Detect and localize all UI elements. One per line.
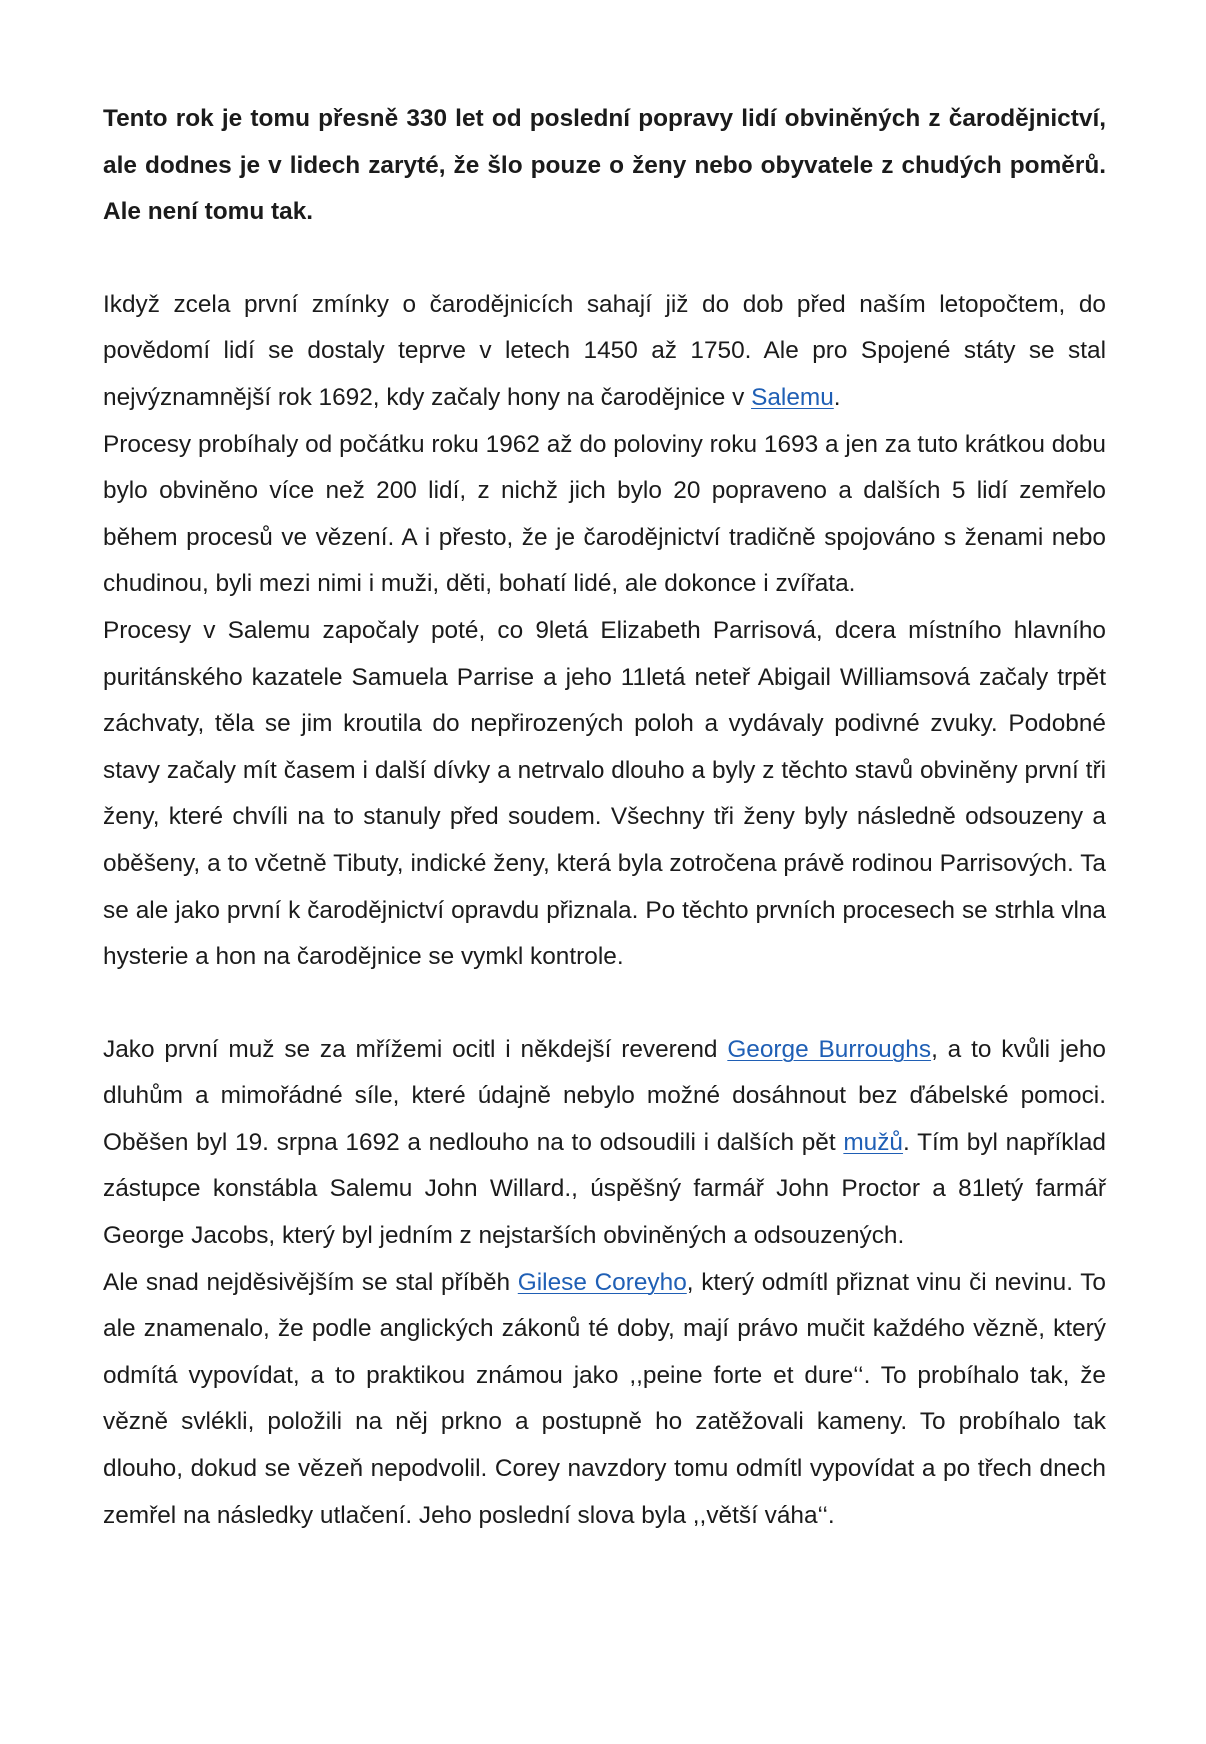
paragraph-men-text-start: Jako první muž se za mřížemi ocitl i někdejší reverend — [103, 1035, 728, 1063]
paragraph-trials: Procesy probíhaly od počátku roku 1962 až do poloviny roku 1693 a jen za tuto krátkou dobu bylo obviněno více než 200 lidí, z nichž jich bylo 20 popraveno a dalších 5 lidí zemřelo během procesů ve vězení. A i přesto, že je čarodějnictví tradičně spojováno s ženami nebo chudinou, byli mezi nimi i muži, děti, bohatí lidé, ale dokonce i zvířata. — [103, 430, 1106, 598]
george-burroughs-link[interactable]: George Burroughs — [727, 1035, 932, 1063]
paragraph-gap — [103, 236, 1106, 282]
paragraph-history-end: . — [833, 383, 841, 411]
muzu-link[interactable]: mužů — [843, 1128, 904, 1156]
paragraph-men-text-end: . Tím byl například zástupce konstábla Salemu John Willard., úspěšný farmář John Proctor a 81letý farmář George Jacobs, který byl jedním z nejstarších obviněných a odsouzených. — [103, 1128, 1106, 1250]
lead-paragraph: Tento rok je tomu přesně 330 let od poslední popravy lidí obviněných z čarodějnictví, ale dodnes je v lidech zaryté, že šlo pouze o ženy nebo obyvatele z chudých poměrů. Ale není tomu tak. — [103, 105, 1106, 226]
paragraph-gap — [103, 981, 1106, 1027]
paragraph-history-text: Ikdyž zcela první zmínky o čarodějnicích sahají již do dob před naším letopočtem, do povědomí lidí se dostaly teprve v letech 1450 až 1750. Ale pro Spojené státy se stal nejvýznamnější rok 1692, kdy začaly hony na čarodějnice v — [103, 290, 1106, 411]
paragraph-salem-origin: Procesy v Salemu započaly poté, co 9letá Elizabeth Parrisová, dcera místního hlavního puritánského kazatele Samuela Parrise a jeho 11letá neteř Abigail Williamsová začaly trpět záchvaty, těla se jim kroutila do nepřirozených poloh a vydávaly podivné zvuky. Podobné stavy začaly mít časem i další dívky a netrvalo dlouho a byly z těchto stavů obviněny první tři ženy, které chvíli na to stanuly před soudem. Všechny tři ženy byly následně odsouzeny a oběšeny, a to včetně Tibuty, indické ženy, která byla zotročena právě rodinou Parrisových. Ta se ale jako první k čarodějnictví opravdu přiznala. Po těchto prvních procesech se strhla vlna hysterie a hon na čarodějnice se vymkl kontrole. — [103, 616, 1106, 971]
gilese-coreyho-link[interactable]: Gilese Coreyho — [517, 1268, 687, 1296]
paragraph-giles-corey — [103, 1260, 1106, 1540]
salem-link[interactable]: Salemu — [751, 383, 834, 411]
paragraph-corey-text-end: , který odmítl přiznat vinu či nevinu. To ale znamenalo, že podle anglických zákonů té doby, mají právo mučit každého vězně, který odmítá vypovídat, a to praktikou známou jako ,,peine forte et dure‘‘. To probíhalo tak, že vězně svlékli, položili na něj prkno a postupně ho zatěžovali kameny. To probíhalo tak dlouho, dokud se vězeň nepodvolil. Corey navzdory tomu odmítl vypovídat a po třech dnech zemřel na následky utlačení. Jeho poslední slova byla ,,větší váha‘‘. — [103, 1268, 1106, 1529]
paragraph-corey-text-start: Ale snad nejděsivějším se stal příběh — [103, 1268, 518, 1296]
paragraph-history — [103, 282, 1106, 422]
paragraph-men-text-middle: , a to kvůli jeho dluhům a mimořádné síle, které údajně nebylo možné dosáhnout bez ďábelské pomoci. Oběšen byl 19. srpna 1692 a nedlouho na to odsoudili i dalších pět — [103, 1035, 1106, 1156]
paragraph-men-accused — [103, 1027, 1106, 1260]
